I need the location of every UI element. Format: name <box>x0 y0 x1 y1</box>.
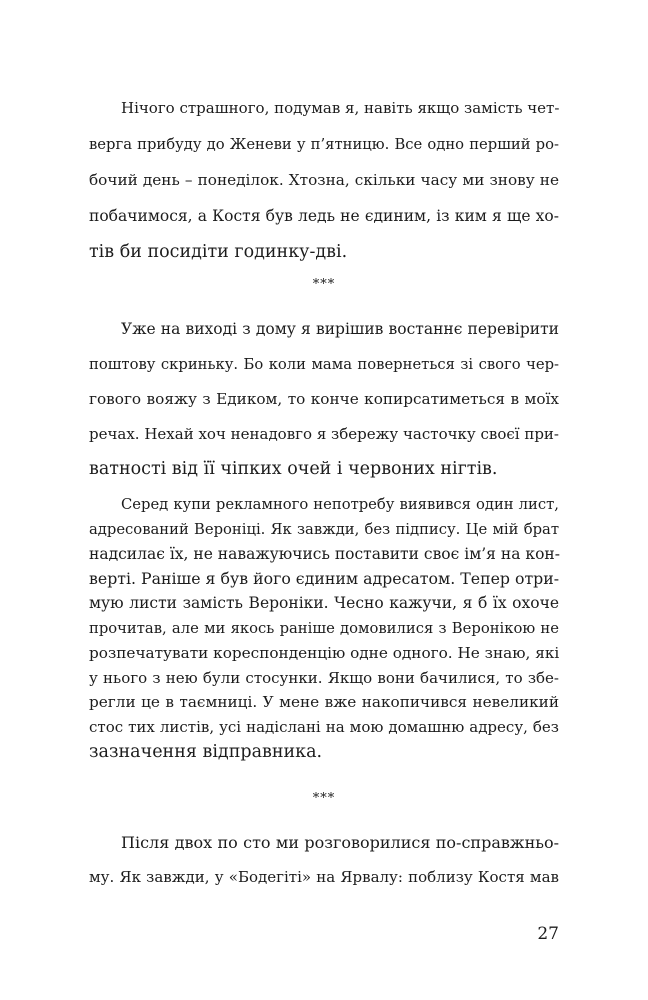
paragraph-3-line-3: надсилає їх, не наважуючись поставити своє ім’я на кон- <box>89 545 560 563</box>
paragraph-1-line-1: Нічого страшного, подумав я, навіть якщо замість чет- <box>121 99 560 117</box>
paragraph-2-line-5: ватності від її чіпких очей і червоних нігтів. <box>89 459 498 479</box>
paragraph-1-line-5: тів би посидіти годинку-дві. <box>89 242 348 262</box>
paragraph-4-line-1: Після двох по сто ми розговорилися по-справжньо- <box>121 833 559 852</box>
paragraph-3-line-11: зазначення відправника. <box>89 742 323 762</box>
paragraph-3-line-2: адресований Вероніці. Як завжди, без підпису. Це мій брат <box>89 521 559 538</box>
paragraph-3-line-6: прочитав, але ми якось раніше домовилися з Веронікою не <box>89 620 559 637</box>
paragraph-1-line-2: верга прибуду до Женеви у п’ятницю. Все одно перший ро- <box>89 136 559 153</box>
paragraph-3-line-5: мую листи замість Вероніки. Чесно кажучи, я б їх охоче <box>89 594 559 612</box>
paragraph-2-line-2: поштову скриньку. Бо коли мама повернеться зі свого чер- <box>89 356 559 373</box>
section-break: *** <box>312 277 336 292</box>
paragraph-3-line-8: у нього з нею були стосунки. Якщо вони бачилися, то збе- <box>89 669 559 687</box>
paragraph-3-line-7: розпечатувати кореспонденцію одне одного. Не знаю, які <box>89 644 560 662</box>
paragraph-2-line-3: гового вояжу з Едиком, то конче копирсатиметься в моїх <box>89 390 559 408</box>
section-break-2: *** <box>312 791 336 806</box>
paragraph-2-line-4: речах. Нехай хоч ненадовго я збережу часточку своєї при- <box>89 425 559 443</box>
paragraph-1-line-4: побачимося, а Костя був ледь не єдиним, із ким я ще хо- <box>89 207 559 225</box>
paragraph-3-line-1: Серед купи рекламного непотребу виявився один лист, <box>121 496 559 513</box>
paragraph-3-line-10: стос тих листів, усі надіслані на мою домашню адресу, без <box>89 718 559 736</box>
paragraph-3-line-4: верті. Раніше я був його єдиним адресатом. Тепер отри- <box>89 569 560 588</box>
page-number: 27 <box>537 924 559 944</box>
paragraph-2-line-1: Уже на виході з дому я вирішив востаннє перевірити <box>121 320 559 338</box>
paragraph-1-line-3: бочий день – понеділок. Хтозна, скільки часу ми знову не <box>89 171 559 189</box>
paragraph-4-line-2: му. Як завжди, у «Бодегіті» на Ярвалу: поблизу Костя мав <box>89 868 559 886</box>
paragraph-3-line-9: регли це в таємниці. У мене вже накопичився невеликий <box>89 693 559 711</box>
